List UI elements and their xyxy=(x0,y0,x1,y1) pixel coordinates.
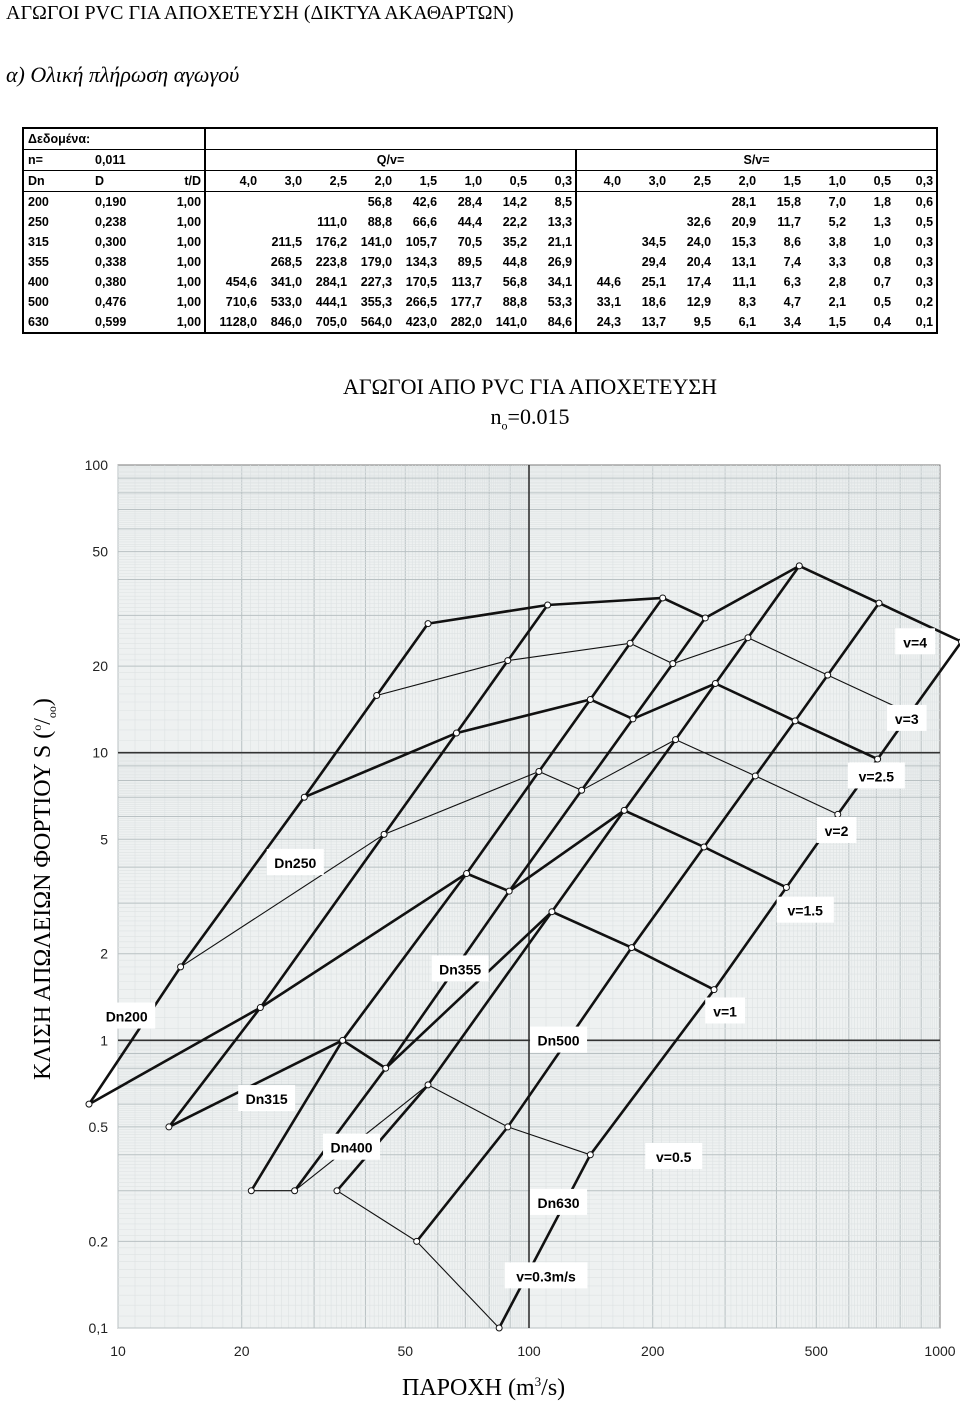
x-tick-label: 200 xyxy=(641,1343,665,1359)
n-value: 0,011 xyxy=(91,150,161,171)
label-text: v=0.3m/s xyxy=(516,1268,576,1285)
diameter-label xyxy=(530,1027,587,1053)
q-velocity-header: 0,3 xyxy=(530,171,576,192)
cell-d: 0,238 xyxy=(95,215,127,229)
cell-d: 0,599 xyxy=(95,315,127,329)
x-tick-label: 20 xyxy=(233,1343,250,1359)
velocity-label xyxy=(848,762,905,788)
cell-s: 17,4 xyxy=(686,275,712,289)
cell-q: 533,0 xyxy=(270,295,303,309)
data-point xyxy=(783,884,789,890)
y-tick-label: 0.2 xyxy=(88,1233,108,1250)
cell-s: 4,7 xyxy=(783,295,802,309)
n-symbol: n xyxy=(490,404,502,429)
cell-q: 56,8 xyxy=(502,275,528,289)
diameter-label xyxy=(267,849,324,875)
cell-dn: 500 xyxy=(28,295,49,309)
cell-q: 268,5 xyxy=(270,255,303,269)
cell-q: 211,5 xyxy=(271,235,303,249)
velocity-label xyxy=(817,817,857,843)
data-point xyxy=(178,964,184,970)
cell-q: 282,0 xyxy=(450,315,483,329)
cell-q: 66,6 xyxy=(412,215,438,229)
data-point xyxy=(464,871,470,877)
cell-s: 5,2 xyxy=(828,215,847,229)
cell-q: 176,2 xyxy=(315,235,348,249)
data-point xyxy=(301,794,307,800)
q-velocity-header: 2,0 xyxy=(350,171,395,192)
diameter-label xyxy=(323,1134,380,1160)
cell-s: 9,5 xyxy=(693,315,712,329)
cell-q: 141,0 xyxy=(360,235,393,249)
data-point xyxy=(745,635,751,641)
cell-s: 7,4 xyxy=(783,255,802,269)
label-text: Dn355 xyxy=(439,961,482,978)
q-velocity-header: 4,0 xyxy=(205,171,260,192)
data-point xyxy=(334,1188,340,1194)
page-subheading: α) Ολική πλήρωση αγωγού xyxy=(6,62,240,87)
cell-s: 24,0 xyxy=(686,235,712,249)
cell-q: 88,8 xyxy=(367,215,393,229)
y-tick-label: 2 xyxy=(100,945,108,962)
data-point xyxy=(496,1325,502,1331)
data-point xyxy=(505,1124,511,1130)
data-point xyxy=(536,769,542,775)
cell-q: 1128,0 xyxy=(219,315,258,329)
cell-s: 0,4 xyxy=(873,315,892,329)
cell-q: 355,3 xyxy=(360,295,393,309)
label-text: Dn500 xyxy=(537,1032,580,1049)
y-tick-label: 10 xyxy=(92,744,108,761)
data-point xyxy=(792,718,798,724)
cell-s: 3,8 xyxy=(828,235,847,249)
cell-d: 0,300 xyxy=(95,235,127,249)
cell-td: 1,00 xyxy=(161,292,205,312)
cell-q: 44,4 xyxy=(457,215,483,229)
cell-s: 12,9 xyxy=(686,295,712,309)
data-point xyxy=(701,844,707,850)
cell-s: 29,4 xyxy=(641,255,667,269)
label-text: v=3 xyxy=(894,710,919,727)
cell-td: 1,00 xyxy=(161,272,205,292)
cell-s: 28,1 xyxy=(731,195,757,209)
x-tick-label: 50 xyxy=(397,1343,414,1359)
data-point xyxy=(712,680,718,686)
col-header-dn: Dn xyxy=(23,171,91,192)
cell-td: 1,00 xyxy=(161,192,205,213)
cell-q: 177,7 xyxy=(450,295,483,309)
data-point xyxy=(835,811,841,817)
data-point xyxy=(587,697,593,703)
data-point xyxy=(627,640,633,646)
cell-q: 34,1 xyxy=(530,272,576,292)
cell-q: 105,7 xyxy=(405,235,438,249)
q-velocity-header: 1,0 xyxy=(440,171,485,192)
cell-q: 14,2 xyxy=(502,195,528,209)
cell-s: 8,3 xyxy=(738,295,757,309)
data-point xyxy=(752,773,758,779)
n-subscript: o xyxy=(501,418,508,433)
cell-q: 454,6 xyxy=(225,275,258,289)
label-text: Dn315 xyxy=(245,1091,288,1108)
cell-q: 111,0 xyxy=(317,215,348,229)
data-point xyxy=(579,787,585,793)
data-point xyxy=(414,1238,420,1244)
data-point xyxy=(549,909,555,915)
cell-q: 284,1 xyxy=(315,275,348,289)
s-velocity-header: 1,0 xyxy=(804,171,849,192)
cell-s: 25,1 xyxy=(641,275,667,289)
data-point xyxy=(257,1005,263,1011)
cell-td: 1,00 xyxy=(161,252,205,272)
cell-q: 70,5 xyxy=(457,235,483,249)
data-point xyxy=(630,716,636,722)
velocity-label xyxy=(645,1143,702,1169)
cell-q: 179,0 xyxy=(360,255,393,269)
cell-q: 35,2 xyxy=(502,235,528,249)
data-point xyxy=(381,831,387,837)
cell-s: 15,8 xyxy=(776,195,802,209)
x-tick-label: 500 xyxy=(804,1343,828,1359)
cell-s: 1,5 xyxy=(828,315,847,329)
s-velocity-header: 4,0 xyxy=(576,171,624,192)
q-velocity-header: 2,5 xyxy=(305,171,350,192)
cell-q: 444,1 xyxy=(315,295,348,309)
cell-s: 7,0 xyxy=(828,195,847,209)
label-text: v=2 xyxy=(824,822,849,839)
cell-s: 3,3 xyxy=(828,255,847,269)
cell-s: 1,8 xyxy=(873,195,892,209)
col-header-d: D xyxy=(91,171,161,192)
y-tick-label: 20 xyxy=(92,658,108,675)
col-header-td: t/D xyxy=(161,171,205,192)
y-tick-label: 5 xyxy=(100,831,108,848)
cell-d: 0,338 xyxy=(95,255,127,269)
y-tick-label: 50 xyxy=(92,543,108,560)
cell-d: 0,380 xyxy=(95,275,127,289)
y-tick-label: 1 xyxy=(100,1032,108,1049)
cell-q: 564,0 xyxy=(360,315,393,329)
cell-s: 0,5 xyxy=(915,215,934,229)
cell-q: 266,5 xyxy=(405,295,438,309)
cell-q: 227,3 xyxy=(360,275,393,289)
y-axis-label: ΚΛΙΣΗ ΑΠΩΛΕΙΩΝ ΦΟΡΤΙΟΥ S $(^o/_{oo})$ xyxy=(30,698,59,1080)
label-text: Dn630 xyxy=(537,1194,580,1211)
data-point xyxy=(587,1152,593,1158)
cell-q: 53,3 xyxy=(530,292,576,312)
cell-q: 141,0 xyxy=(495,315,528,329)
cell-dn: 200 xyxy=(28,195,49,209)
table-title: Δεδομένα: xyxy=(23,128,205,150)
data-point xyxy=(875,756,881,762)
cell-s: 15,3 xyxy=(731,235,757,249)
cell-q: 22,2 xyxy=(502,215,528,229)
cell-s: 0,3 xyxy=(915,255,934,269)
cell-td: 1,00 xyxy=(161,212,205,232)
data-point xyxy=(673,737,679,743)
cell-s: 44,6 xyxy=(596,275,622,289)
cell-s: 0,6 xyxy=(915,195,934,209)
cell-s: 3,4 xyxy=(783,315,802,329)
cell-q: 846,0 xyxy=(270,315,303,329)
s-velocity-header: 2,5 xyxy=(669,171,714,192)
cell-s: 0,8 xyxy=(873,255,892,269)
cell-td: 1,00 xyxy=(161,312,205,333)
page-heading: ΑΓΩΓΟΙ PVC ΓΙΑ ΑΠΟΧΕΤΕΥΣΗ (ΔΙΚΤΥΑ ΑΚΑΘΑΡΤΩΝ) xyxy=(6,2,514,24)
velocity-label xyxy=(505,1262,588,1288)
cell-dn: 400 xyxy=(28,275,49,289)
q-velocity-header: 0,5 xyxy=(485,171,530,192)
s-velocity-header: 0,3 xyxy=(894,171,937,192)
cell-s: 8,6 xyxy=(783,235,802,249)
label-text: Dn250 xyxy=(274,855,317,872)
data-point xyxy=(248,1188,254,1194)
cell-d: 0,190 xyxy=(95,195,127,209)
label-text: Dn400 xyxy=(330,1139,373,1156)
data-point xyxy=(292,1188,298,1194)
label-text: Dn200 xyxy=(105,1008,148,1025)
data-point xyxy=(670,661,676,667)
cell-s: 13,1 xyxy=(731,255,757,269)
data-point xyxy=(505,658,511,664)
data-point xyxy=(711,987,717,993)
velocity-label xyxy=(887,705,927,731)
cell-s: 11,7 xyxy=(777,215,802,229)
cell-s: 34,5 xyxy=(641,235,667,249)
label-text: v=0.5 xyxy=(656,1148,692,1165)
data-point xyxy=(166,1124,172,1130)
data-point xyxy=(453,730,459,736)
cell-q: 28,4 xyxy=(457,195,483,209)
cell-q: 8,5 xyxy=(530,192,576,213)
s-velocity-header: 3,0 xyxy=(624,171,669,192)
y-tick-label: 100 xyxy=(84,457,108,473)
cell-q: 710,6 xyxy=(225,295,258,309)
data-point xyxy=(340,1037,346,1043)
q-group-header: Q/v= xyxy=(205,150,576,171)
x-tick-label: 10 xyxy=(110,1343,126,1359)
cell-q: 134,3 xyxy=(405,255,438,269)
data-point xyxy=(702,615,708,621)
s-velocity-header: 1,5 xyxy=(759,171,804,192)
cell-dn: 630 xyxy=(28,315,49,329)
data-point xyxy=(876,600,882,606)
cell-q: 705,0 xyxy=(315,315,348,329)
cell-s: 6,3 xyxy=(783,275,802,289)
cell-s: 6,1 xyxy=(738,315,757,329)
cell-q: 223,8 xyxy=(315,255,348,269)
data-point xyxy=(374,693,380,699)
diameter-label xyxy=(530,1189,587,1215)
diameter-label xyxy=(238,1085,295,1111)
data-point xyxy=(621,807,627,813)
diameter-label xyxy=(432,955,489,981)
cell-s: 20,9 xyxy=(731,215,757,229)
cell-s: 1,0 xyxy=(873,235,892,249)
cell-s: 2,1 xyxy=(828,295,847,309)
cell-s: 0,3 xyxy=(915,275,934,289)
data-point xyxy=(660,595,666,601)
cell-s: 0,7 xyxy=(873,275,892,289)
label-text: v=2.5 xyxy=(858,768,895,785)
diameter-label xyxy=(98,1003,155,1029)
chart-title: ΑΓΩΓΟΙ ΑΠΟ PVC ΓΙΑ ΑΠΟΧΕΤΕΥΣΗ xyxy=(342,374,718,399)
data-point xyxy=(383,1065,389,1071)
cell-q: 89,5 xyxy=(457,255,483,269)
cell-q: 21,1 xyxy=(530,232,576,252)
label-text: v=1.5 xyxy=(787,902,823,919)
data-point xyxy=(425,621,431,627)
data-point xyxy=(86,1101,92,1107)
s-velocity-header: 2,0 xyxy=(714,171,759,192)
cell-s: 1,3 xyxy=(873,215,892,229)
cell-q: 170,5 xyxy=(405,275,438,289)
cell-q: 26,9 xyxy=(530,252,576,272)
cell-s: 20,4 xyxy=(686,255,712,269)
y-tick-label: 0.5 xyxy=(88,1118,108,1135)
cell-dn: 250 xyxy=(28,215,49,229)
cell-q: 13,3 xyxy=(530,212,576,232)
data-point xyxy=(545,602,551,608)
data-point xyxy=(629,945,635,951)
cell-q: 423,0 xyxy=(405,315,438,329)
q-velocity-header: 1,5 xyxy=(395,171,440,192)
x-tick-label: 100 xyxy=(517,1343,541,1359)
q-velocity-header: 3,0 xyxy=(260,171,305,192)
cell-s: 0,1 xyxy=(915,315,934,329)
cell-s: 0,5 xyxy=(873,295,892,309)
data-point xyxy=(425,1082,431,1088)
label-text: v=1 xyxy=(713,1003,737,1020)
cell-d: 0,476 xyxy=(95,295,127,309)
velocity-label xyxy=(777,897,834,923)
cell-q: 113,7 xyxy=(451,275,483,289)
cell-s: 18,6 xyxy=(641,295,667,309)
s-group-header: S/v= xyxy=(576,150,937,171)
cell-s: 11,1 xyxy=(732,275,757,289)
cell-s: 2,8 xyxy=(828,275,847,289)
n-label: n= xyxy=(23,150,91,171)
cell-s: 0,2 xyxy=(915,295,934,309)
data-point xyxy=(796,563,802,569)
cell-q: 44,8 xyxy=(502,255,528,269)
cell-dn: 315 xyxy=(28,235,49,249)
x-axis-label: ΠΑΡΟΧΗ $(m^3/s)$ xyxy=(402,1374,566,1401)
label-text: v=4 xyxy=(903,634,928,651)
n-value-text: =0.015 xyxy=(507,404,570,429)
cell-s: 0,3 xyxy=(915,235,934,249)
cell-q: 341,0 xyxy=(270,275,303,289)
cell-s: 32,6 xyxy=(686,215,712,229)
velocity-label xyxy=(895,628,935,654)
s-velocity-header: 0,5 xyxy=(849,171,894,192)
velocity-label xyxy=(705,997,745,1023)
cell-q: 56,8 xyxy=(367,195,393,209)
cell-q: 84,6 xyxy=(530,312,576,333)
cell-s: 33,1 xyxy=(596,295,622,309)
data-point xyxy=(506,888,512,894)
x-tick-label: 1000 xyxy=(924,1343,956,1359)
cell-dn: 355 xyxy=(28,255,49,269)
data-point xyxy=(825,672,831,678)
y-tick-label: 0,1 xyxy=(88,1320,108,1336)
cell-s: 24,3 xyxy=(596,315,622,329)
cell-td: 1,00 xyxy=(161,232,205,252)
cell-q: 88,8 xyxy=(502,295,528,309)
cell-q: 42,6 xyxy=(412,195,438,209)
cell-s: 13,7 xyxy=(641,315,667,329)
